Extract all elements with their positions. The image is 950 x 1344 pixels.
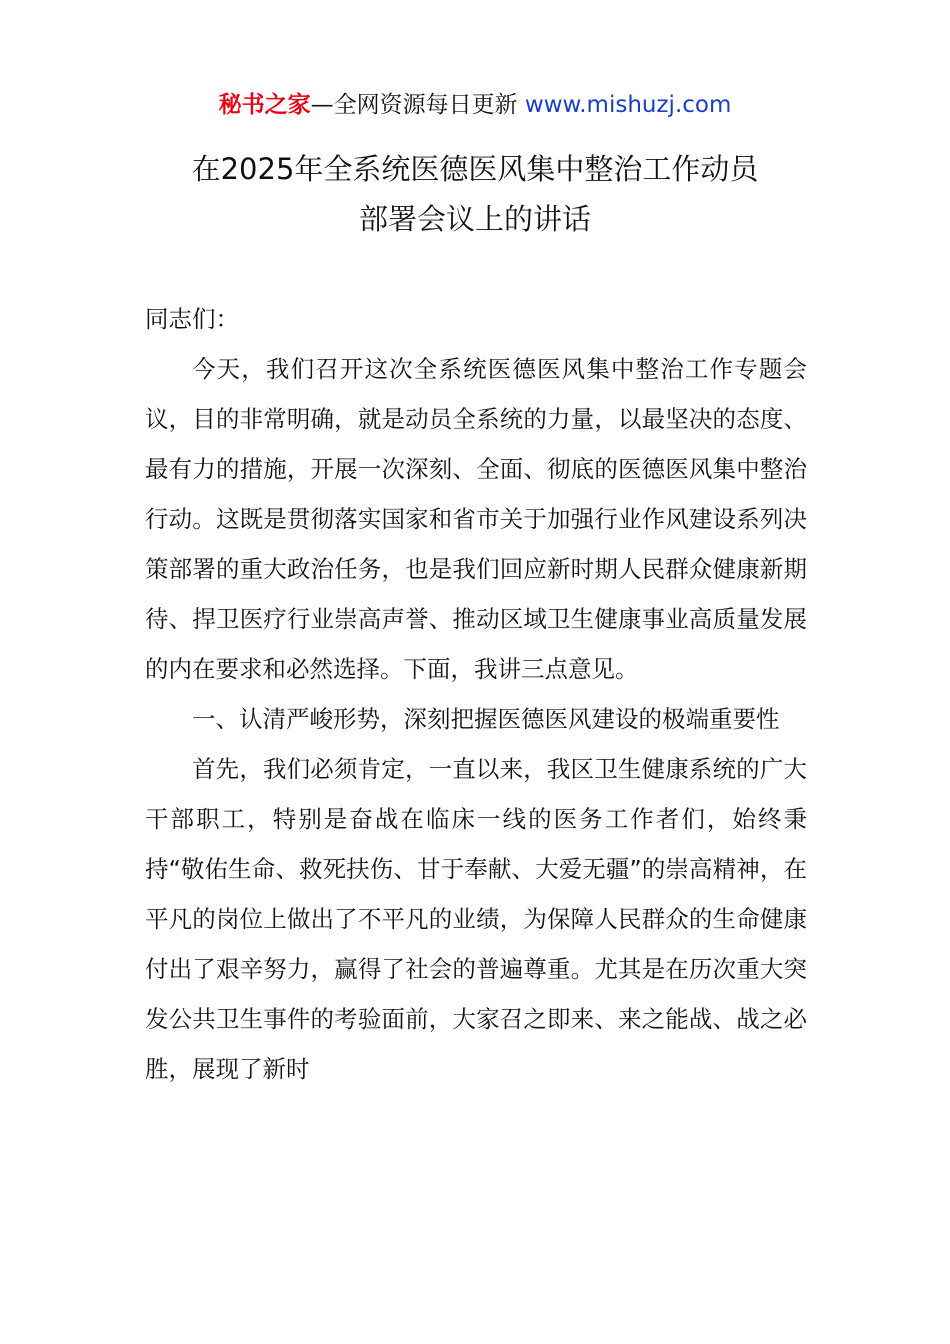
document-title	[0, 144, 950, 244]
paragraph-intro: 今天，我们召开这次全系统医德医风集中整治工作专题会议，目的非常明确，就是动员全系统的力量，以最坚决的态度、最有力的措施，开展一次深刻、全面、彻底的医德医风集中整治行动。这既是贯彻落实国家和省市关于加强行业作风建设系列决策部署的重大政治任务，也是我们回应新时期人民群众健康新期待、捍卫医疗行业崇高声誉、推动区域卫生健康事业高质量发展的内在要求和必然选择。下面，我讲三点意见。	[145, 355, 807, 683]
section-heading-1: 一、认清严峻形势，深刻把握医德医风建设的极端重要性	[192, 705, 780, 733]
brand-name: 秘书之家	[218, 92, 311, 118]
document-body	[145, 294, 807, 1094]
title-line-2: 部署会议上的讲话	[358, 202, 591, 236]
title-line-1: 在2025年全系统医德医风集中整治工作动员	[191, 152, 759, 186]
paragraph-section1: 首先，我们必须肯定，一直以来，我区卫生健康系统的广大干部职工，特别是奋战在临床一线的医务工作者们，始终秉持“敬佑生命、救死扶伤、甘于奉献、大爱无疆”的崇高精神，在平凡的岗位上做出了不平凡的业绩，为保障人民群众的生命健康付出了艰辛努力，赢得了社会的普遍尊重。尤其是在历次重大突发公共卫生事件的考验面前，大家召之即来、来之能战、战之必胜，展现了新时	[145, 755, 807, 1083]
website-link[interactable]: www.mishuzj.com	[524, 92, 732, 118]
site-header	[0, 88, 950, 122]
salutation: 同志们：	[145, 305, 239, 333]
header-slogan: —全网资源每日更新	[310, 92, 525, 118]
